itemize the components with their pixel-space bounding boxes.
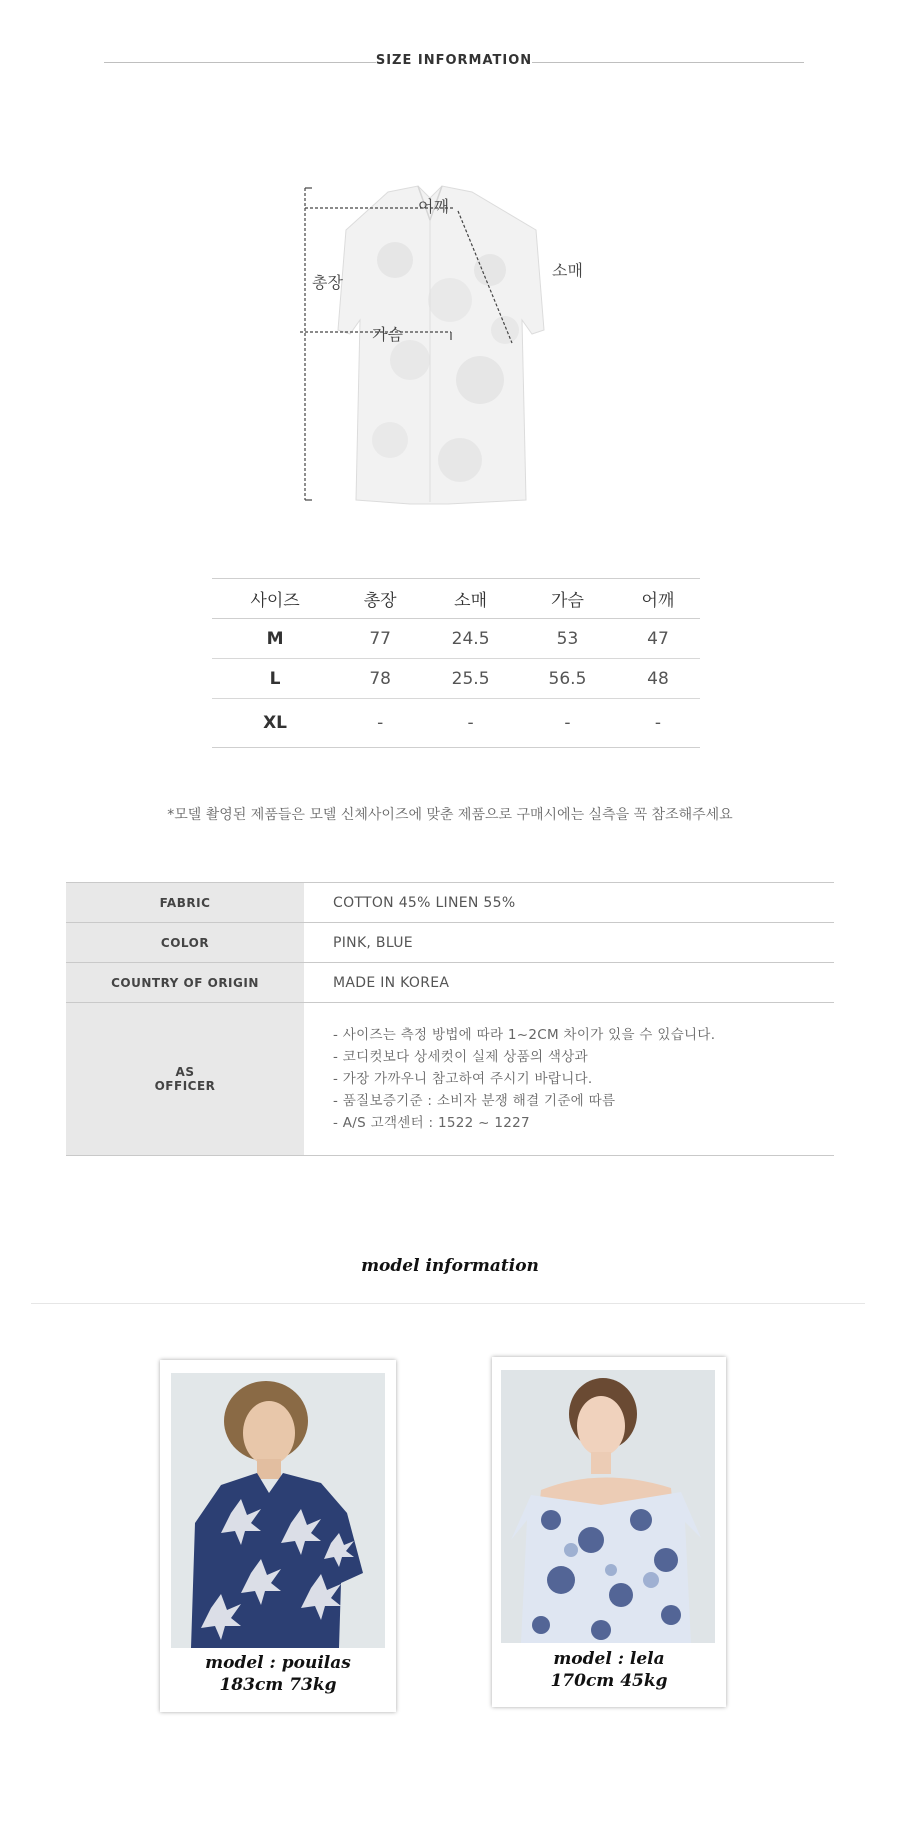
label-sleeve: 소매 (552, 261, 583, 280)
fabric-label: FABRIC (66, 883, 304, 923)
info-row-as-officer (66, 1003, 834, 1156)
model-photo (501, 1370, 715, 1643)
size-table-header-row (212, 579, 700, 619)
info-row-fabric (66, 883, 834, 923)
header-sleeve: 소매 (422, 579, 519, 619)
as-line: - 사이즈는 측정 방법에 따라 1~2CM 차이가 있을 수 있습니다. (333, 1027, 716, 1043)
model-divider (31, 1303, 865, 1304)
table-cell: 53 (519, 619, 616, 659)
divider-right (532, 62, 804, 63)
table-cell: - (616, 699, 700, 748)
size-label: XL (212, 699, 338, 748)
color-label: COLOR (66, 923, 304, 963)
table-cell: - (338, 699, 422, 748)
table-cell: - (519, 699, 616, 748)
as-line: - 코디컷보다 상세컷이 실제 상품의 색상과 (333, 1049, 588, 1065)
model-card-pouilas (160, 1360, 396, 1712)
shirt-measurement-diagram (300, 180, 620, 510)
table-row (212, 619, 700, 659)
model-name: model : lela (553, 1649, 665, 1669)
table-cell: 25.5 (422, 659, 519, 699)
section-title: SIZE INFORMATION (375, 53, 533, 68)
info-row-origin (66, 963, 834, 1003)
table-row (212, 699, 700, 748)
model-photo-illustration (501, 1370, 715, 1643)
origin-label: COUNTRY OF ORIGIN (66, 963, 304, 1003)
header-shoulder: 어깨 (616, 579, 700, 619)
table-cell: 78 (338, 659, 422, 699)
info-row-color (66, 923, 834, 963)
model-card-lela (492, 1357, 726, 1707)
as-officer-value (304, 1003, 834, 1156)
label-length: 총장 (312, 273, 343, 292)
size-note: *모델 촬영된 제품들은 모델 신체사이즈에 맞춘 제품으로 구매시에는 실측을 꼭 참조해주세요 (167, 807, 733, 823)
model-stats: 170cm 45kg (550, 1671, 668, 1691)
size-information-header (104, 52, 804, 72)
table-cell: 24.5 (422, 619, 519, 659)
header-length: 총장 (338, 579, 422, 619)
as-officer-label (66, 1003, 304, 1156)
fabric-value: COTTON 45% LINEN 55% (304, 883, 834, 923)
model-photo (171, 1373, 385, 1648)
header-chest: 가슴 (519, 579, 616, 619)
table-cell: 47 (616, 619, 700, 659)
color-value: PINK, BLUE (304, 923, 834, 963)
table-cell: 56.5 (519, 659, 616, 699)
shirt-illustration (300, 180, 620, 510)
size-label: M (212, 619, 338, 659)
table-cell: 48 (616, 659, 700, 699)
as-line: - 가장 가까우니 참고하여 주시기 바랍니다. (333, 1071, 593, 1087)
model-information-title: model information (361, 1256, 539, 1276)
model-photo-illustration (171, 1373, 385, 1648)
as-label-line: AS (175, 1065, 195, 1079)
model-name: model : pouilas (205, 1653, 351, 1673)
as-line: - A/S 고객센터 : 1522 ~ 1227 (333, 1115, 530, 1131)
product-info-table (66, 882, 834, 1156)
size-table (212, 578, 700, 748)
table-cell: 77 (338, 619, 422, 659)
as-line: - 품질보증기준 : 소비자 분쟁 해결 기준에 따름 (333, 1093, 616, 1109)
header-size: 사이즈 (212, 579, 338, 619)
size-label: L (212, 659, 338, 699)
table-cell: - (422, 699, 519, 748)
label-shoulder: 어깨 (418, 197, 449, 216)
origin-value: MADE IN KOREA (304, 963, 834, 1003)
model-stats: 183cm 73kg (219, 1675, 337, 1695)
label-chest: 가슴 (372, 325, 403, 344)
table-row (212, 659, 700, 699)
as-label-line: OFFICER (154, 1079, 216, 1093)
